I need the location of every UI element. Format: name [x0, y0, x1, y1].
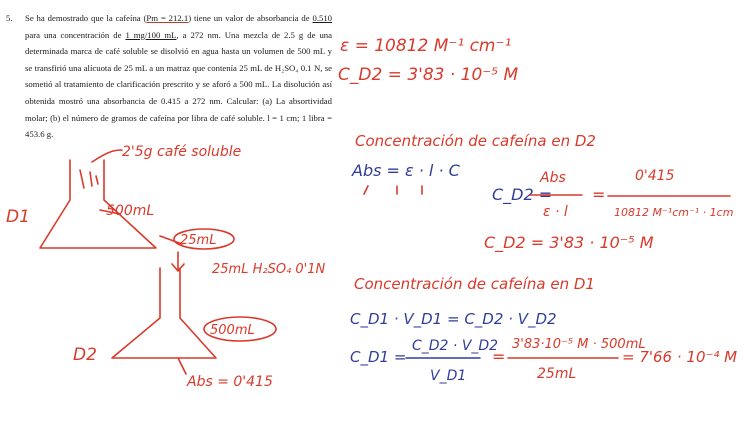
d1-section-title: Concentración de cafeína en D1 — [354, 275, 595, 293]
cd2-result-top: C_D2 = 3'83 · 10⁻⁵ M — [338, 65, 519, 85]
aliquot-label: 25mL — [180, 233, 217, 248]
cd2-denominator-value: 10812 M⁻¹cm⁻¹ · 1cm — [614, 206, 734, 219]
molar-mass: Pm = 212.1 — [146, 13, 189, 23]
vol2-label: 500mL — [210, 323, 255, 338]
flask-d2 — [112, 268, 216, 358]
acid-label: 25mL H₂SO₄ 0'1N — [212, 262, 326, 277]
problem-number: 5. — [6, 13, 13, 23]
mass-pointer — [92, 150, 122, 162]
problem-text: Se ha demostrado que la cafeína (Pm = 212.1) tiene un valor de absorbancia de 0.510 para una concentración de 1 mg/100 mL, a 272 nm. Una mezcla de 2.5 g de una determinada marca de café soluble se disolvió en agua hasta un volumen de 500 mL y se transfirió una alícuota de 25 mL a un matraz que contenía 25 mL de H₂SO₄ 0.1 N, se sometió al tratamiento de clarificación prescrito y se aforó a 500 mL. La disolución así obtenida mostró una absorbancia de 0.415 a 272 nm. Calcular: (a) La absortividad molar; (b) el número de gramos de cafeína por libra de café soluble. l = 1 cm; 1 libra = 453.6 g. — [25, 13, 333, 140]
abs-label: Abs = 0'415 — [187, 374, 273, 390]
cd1-numerator: C_D2 · V_D2 — [412, 338, 499, 354]
cd2-numerator: Abs — [540, 170, 566, 186]
abs-pointer — [178, 358, 186, 374]
cd2-numerator-value: 0'415 — [635, 168, 675, 184]
svg-text:=: = — [492, 347, 506, 366]
cd1-numerator-value: 3'83·10⁻⁵ M · 500mL — [512, 337, 646, 352]
d1-label: D1 — [6, 207, 30, 227]
cd2-result: C_D2 = 3'83 · 10⁻⁵ M — [484, 233, 654, 252]
cd1-denominator: V_D1 — [430, 368, 467, 384]
mass-label: 2'5g café soluble — [122, 144, 242, 160]
reference-absorbance: 0.510 — [312, 13, 333, 23]
beer-lambert-law: Abs = ε · l · C — [352, 161, 460, 180]
d2-section-title: Concentración de cafeína en D2 — [355, 132, 596, 150]
epsilon-result: ε = 10812 M⁻¹ cm⁻¹ — [340, 36, 512, 56]
aliquot-connector — [160, 236, 182, 244]
cd1-denominator-value: 25mL — [537, 366, 577, 382]
law-arrows — [364, 186, 422, 194]
dilution-equation: C_D1 · V_D1 = C_D2 · V_D2 — [350, 310, 557, 328]
cd2-lhs: C_D2 = — [492, 185, 553, 204]
reference-concentration: 1 mg/100 mL — [125, 29, 177, 40]
vol1-label: 500mL — [106, 203, 155, 219]
cd1-result: = 7'66 · 10⁻⁴ M — [622, 348, 738, 366]
cd1-lhs: C_D1 = — [350, 348, 407, 366]
svg-text:=: = — [592, 185, 606, 204]
transfer-arrow — [172, 252, 184, 271]
d2-label: D2 — [73, 345, 97, 365]
cd2-denominator: ε · l — [543, 204, 568, 220]
